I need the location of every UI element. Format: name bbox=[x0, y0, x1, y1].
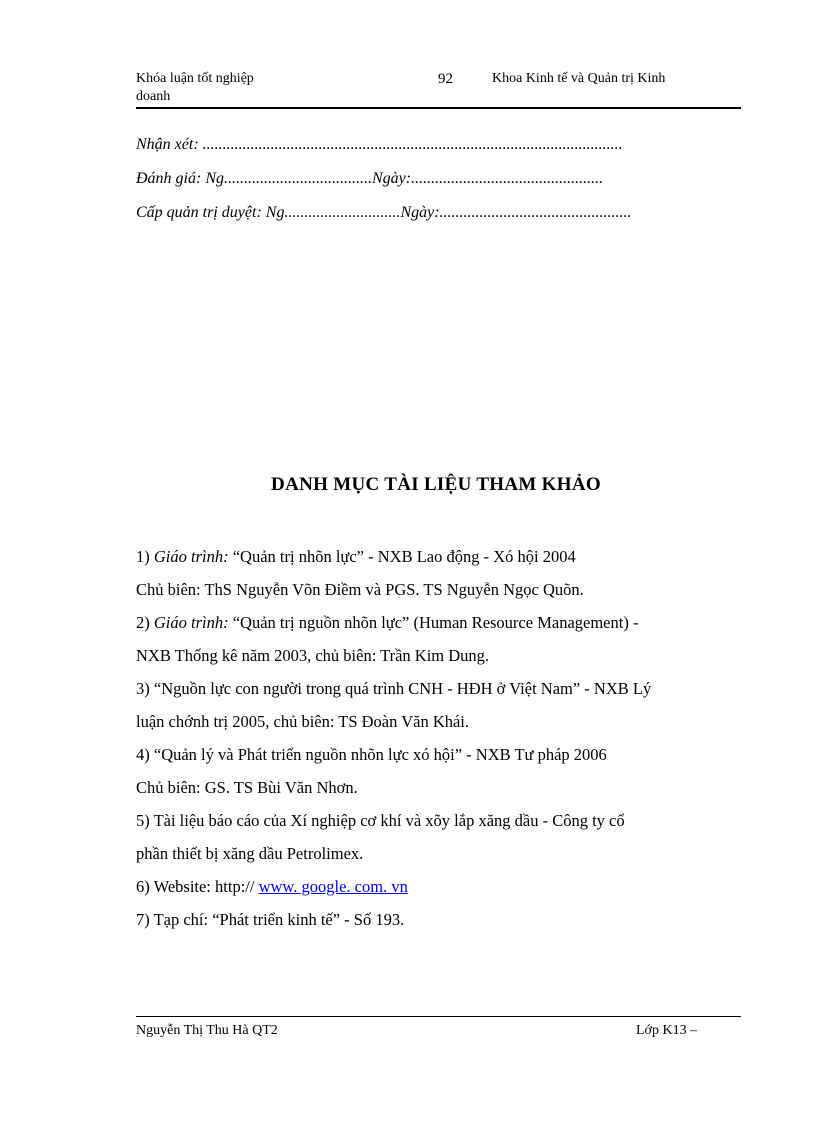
reference-4-line2: Chủ biên: GS. TS Bùi Văn Nhơn. bbox=[136, 778, 358, 797]
reference-1-text: “Quản trị nhõn lực” - NXB Lao động - Xó hội 2004 bbox=[228, 547, 576, 566]
reference-4: 4) “Quản lý và Phát triển nguồn nhõn lực xó hội” - NXB Tư pháp 2006 bbox=[136, 745, 607, 764]
reference-2-line2: NXB Thống kê năm 2003, chủ biên: Trần Kim Dung. bbox=[136, 646, 490, 665]
reference-2-label: Giáo trình: bbox=[153, 613, 229, 632]
header-page-number: 92 bbox=[438, 71, 453, 87]
reference-6-text: 6) Website: http:// bbox=[136, 877, 259, 896]
reference-2 bbox=[136, 606, 741, 639]
reference-list bbox=[136, 540, 741, 936]
reference-6 bbox=[136, 870, 741, 903]
footer-class: Lớp K13 – bbox=[636, 1023, 698, 1038]
reference-1 bbox=[136, 540, 741, 573]
reference-5-line2: phần thiết bị xăng dầu Petrolimex. bbox=[136, 844, 364, 863]
reference-3: 3) “Nguồn lực con người trong quá trình CNH - HĐH ở Việt Nam” - NXB Lý bbox=[136, 679, 652, 698]
reference-5: 5) Tài liệu báo cáo của Xí nghiệp cơ khí và xõy lắp xăng dầu - Công ty cổ bbox=[136, 811, 625, 830]
review-comment-line: Nhận xét: ......................................................................................................... bbox=[136, 136, 623, 153]
review-evaluation-line: Đánh giá: Ng.....................................Ngày:................................................ bbox=[136, 170, 604, 187]
footer-rule bbox=[136, 1016, 741, 1017]
reference-2-number: 2) bbox=[136, 613, 154, 632]
reference-1-number: 1) bbox=[136, 547, 154, 566]
reference-2-text: “Quản trị nguồn nhõn lực” (Human Resource Management) - bbox=[228, 613, 639, 632]
website-link[interactable]: www. google. com. vn bbox=[258, 877, 408, 896]
reference-1-label: Giáo trình: bbox=[153, 547, 229, 566]
header-rule bbox=[136, 107, 741, 109]
reference-1-line2: Chủ biên: ThS Nguyễn Võn Điềm và PGS. TS Nguyễn Ngọc Quõn. bbox=[136, 580, 584, 599]
review-approval-line: Cấp quản trị duyệt: Ng.............................Ngày:................................................ bbox=[136, 204, 632, 221]
reference-7: 7) Tạp chí: “Phát triển kinh tế” - Số 193. bbox=[136, 910, 405, 929]
page-title: DANH MỤC TÀI LIỆU THAM KHẢO bbox=[271, 474, 601, 495]
footer-author: Nguyễn Thị Thu Hà QT2 bbox=[136, 1023, 278, 1038]
header-faculty-label: Khoa Kinh tế và Quản trị Kinh bbox=[492, 71, 666, 86]
reference-3-line2: luận chớnh trị 2005, chủ biên: TS Đoàn Văn Khái. bbox=[136, 712, 470, 731]
header-thesis-label: Khóa luận tốt nghiệp doanh bbox=[136, 71, 254, 104]
page-header bbox=[136, 70, 741, 108]
review-section bbox=[136, 131, 736, 233]
